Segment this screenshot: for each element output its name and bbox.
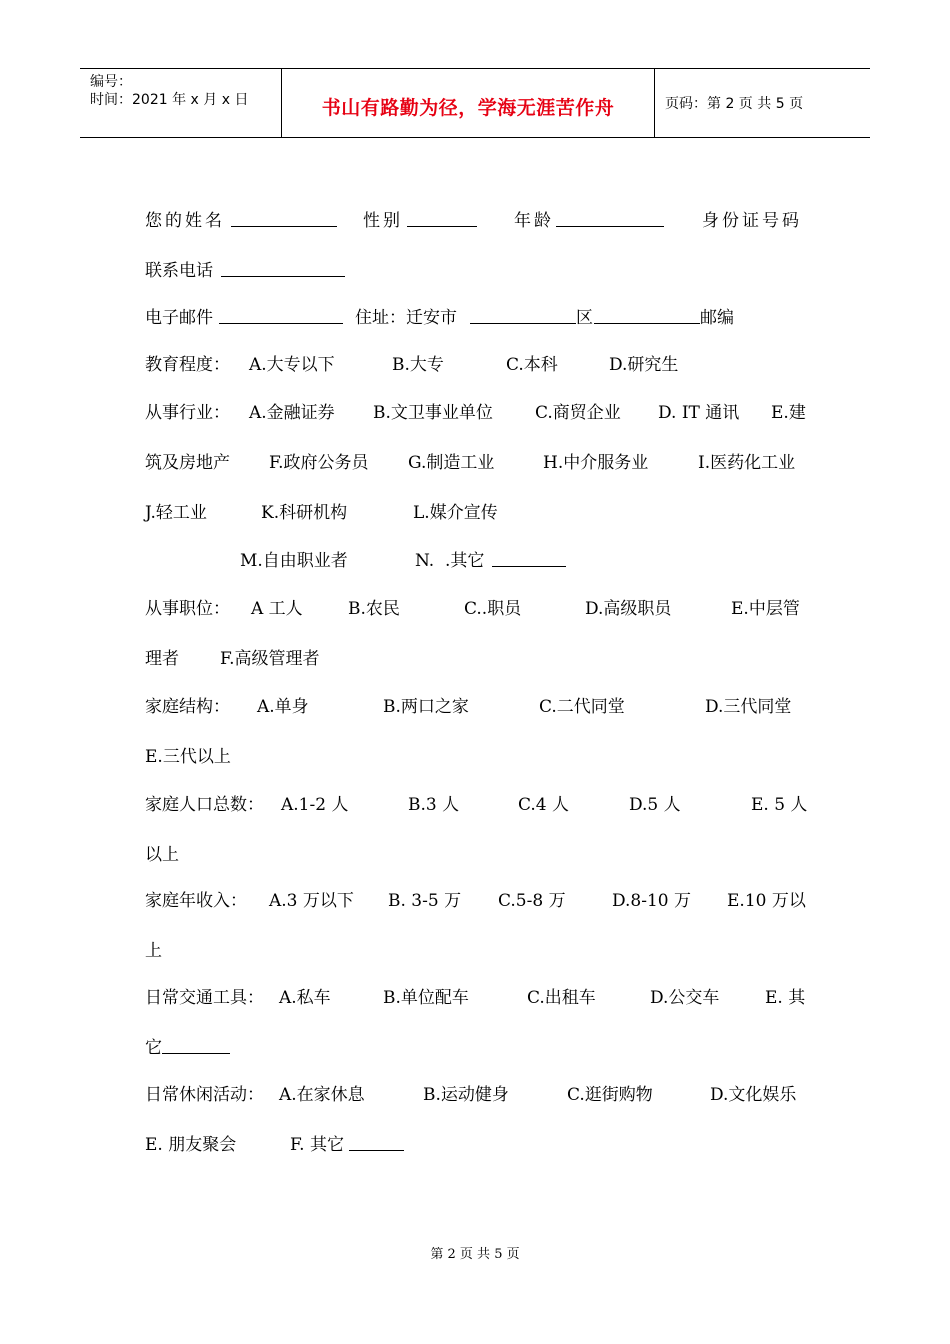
leisure-label: 日常休闲活动：: [145, 1085, 264, 1105]
industry-option[interactable]: L.媒介宣传: [413, 503, 498, 523]
income-option[interactable]: B. 3-5 万: [388, 891, 462, 911]
header-motto: 书山有路勤为径，学海无涯苦作舟: [321, 97, 615, 119]
industry-option-other[interactable]: N. .其它: [415, 551, 485, 571]
position-line-2: [145, 646, 807, 672]
income-option[interactable]: D.8-10 万: [612, 891, 692, 911]
leisure-option[interactable]: E. 朋友聚会: [145, 1135, 237, 1155]
industry-option[interactable]: D. IT 通讯: [658, 403, 740, 423]
income-option[interactable]: E.10 万以: [727, 891, 806, 911]
leisure-option[interactable]: C.逛街购物: [567, 1085, 653, 1105]
id-number-label: 身份证号码: [702, 211, 802, 231]
age-label: 年龄: [514, 211, 554, 231]
name-field[interactable]: [231, 208, 337, 227]
transport-line-1: [145, 985, 807, 1011]
phone-field[interactable]: [221, 258, 345, 277]
transport-option[interactable]: D.公交车: [650, 988, 720, 1008]
address-label: 住址：迁安市: [355, 308, 457, 328]
leisure-option[interactable]: B.运动健身: [423, 1085, 509, 1105]
transport-other-field[interactable]: [162, 1035, 230, 1054]
industry-option-continued[interactable]: 筑及房地产: [145, 453, 230, 473]
leisure-line-1: [145, 1082, 807, 1108]
education-option[interactable]: C.本科: [506, 355, 558, 375]
industry-option[interactable]: J.轻工业: [145, 503, 207, 523]
position-line-1: [145, 596, 807, 622]
family-size-option[interactable]: E. 5 人: [751, 795, 808, 815]
industry-option[interactable]: E.建: [771, 403, 806, 423]
family-size-line-2: [145, 842, 807, 868]
income-option[interactable]: C.5-8 万: [498, 891, 566, 911]
income-line-2: [145, 938, 807, 964]
position-option-continued[interactable]: 理者: [145, 649, 179, 669]
email-label: 电子邮件: [145, 308, 213, 328]
industry-option[interactable]: M.自由职业者: [240, 551, 348, 571]
income-line-1: [145, 888, 807, 914]
position-option[interactable]: E.中层管: [731, 599, 800, 619]
family-size-line-1: [145, 792, 807, 818]
header-motto-cell: [282, 69, 655, 137]
family-size-label: 家庭人口总数：: [145, 795, 264, 815]
position-option[interactable]: B.农民: [348, 599, 400, 619]
family-size-option[interactable]: A.1-2 人: [281, 795, 349, 815]
transport-option[interactable]: B.单位配车: [383, 988, 469, 1008]
industry-option[interactable]: G.制造工业: [408, 453, 495, 473]
position-option[interactable]: C..职员: [464, 599, 522, 619]
industry-other-field[interactable]: [492, 548, 566, 567]
district-label: 区: [576, 308, 593, 328]
district-field[interactable]: [594, 305, 700, 324]
industry-label: 从事行业：: [145, 403, 230, 423]
position-label: 从事职位：: [145, 599, 230, 619]
address-city-field[interactable]: [470, 305, 576, 324]
industry-line-2: [145, 450, 807, 476]
transport-option[interactable]: C.出租车: [527, 988, 596, 1008]
family-structure-option[interactable]: C.二代同堂: [539, 697, 625, 717]
position-option[interactable]: D.高级职员: [585, 599, 672, 619]
income-option[interactable]: A.3 万以下: [269, 891, 354, 911]
education-option[interactable]: A.大专以下: [249, 355, 335, 375]
phone-line: [145, 258, 807, 284]
family-size-option[interactable]: D.5 人: [629, 795, 681, 815]
industry-line-1: [145, 400, 807, 426]
industry-option[interactable]: K.科研机构: [261, 503, 348, 523]
industry-line-3: [145, 500, 807, 526]
industry-option[interactable]: B.文卫事业单位: [373, 403, 493, 423]
income-label: 家庭年收入：: [145, 891, 247, 911]
transport-option[interactable]: E. 其: [765, 988, 806, 1008]
header-page-cell: [655, 69, 870, 137]
email-address-line: [145, 305, 807, 331]
leisure-line-2: [145, 1132, 807, 1158]
email-field[interactable]: [219, 305, 343, 324]
family-structure-option[interactable]: D.三代同堂: [705, 697, 792, 717]
industry-option[interactable]: A.金融证券: [249, 403, 335, 423]
position-option[interactable]: A 工人: [251, 599, 303, 619]
transport-option-continued[interactable]: 它: [145, 1038, 162, 1058]
industry-option[interactable]: C.商贸企业: [535, 403, 621, 423]
header-page-label: 页码：第 2 页 共 5 页: [665, 96, 804, 112]
education-label: 教育程度：: [145, 355, 230, 375]
education-option[interactable]: D.研究生: [609, 355, 679, 375]
income-option-continued[interactable]: 上: [145, 941, 162, 961]
page-header: [80, 68, 870, 138]
family-structure-option[interactable]: E.三代以上: [145, 747, 231, 767]
leisure-option-other[interactable]: F. 其它: [290, 1135, 344, 1155]
industry-option[interactable]: F.政府公务员: [269, 453, 369, 473]
transport-option[interactable]: A.私车: [279, 988, 331, 1008]
gender-field[interactable]: [407, 208, 477, 227]
phone-label: 联系电话: [145, 261, 213, 281]
document-time-label: 时间：2021 年 x 月 x 日: [90, 92, 249, 108]
family-structure-line-2: [145, 744, 807, 770]
industry-option[interactable]: H.中介服务业: [543, 453, 649, 473]
transport-line-2: [145, 1035, 807, 1061]
education-line: [145, 352, 807, 378]
page-footer: 第 2 页 共 5 页: [430, 1247, 520, 1262]
gender-label: 性别: [363, 211, 403, 231]
header-meta-cell: [80, 69, 282, 137]
family-size-option-continued[interactable]: 以上: [145, 845, 179, 865]
leisure-option[interactable]: D.文化娱乐: [710, 1085, 797, 1105]
personal-info-line: [145, 208, 807, 234]
family-structure-option[interactable]: B.两口之家: [383, 697, 469, 717]
education-option[interactable]: B.大专: [392, 355, 444, 375]
leisure-option[interactable]: A.在家休息: [279, 1085, 365, 1105]
position-option[interactable]: F.高级管理者: [220, 649, 320, 669]
family-structure-label: 家庭结构：: [145, 697, 230, 717]
leisure-other-field[interactable]: [349, 1132, 404, 1151]
family-structure-option[interactable]: A.单身: [257, 697, 309, 717]
document-number-label: 编号：: [90, 74, 132, 90]
age-field[interactable]: [556, 208, 664, 227]
industry-line-4: [145, 548, 807, 574]
postcode-label: 邮编: [700, 308, 734, 328]
family-size-option[interactable]: C.4 人: [518, 795, 570, 815]
family-size-option[interactable]: B.3 人: [408, 795, 460, 815]
transport-label: 日常交通工具：: [145, 988, 264, 1008]
name-label: 您的姓名: [145, 211, 225, 231]
family-structure-line-1: [145, 694, 807, 720]
industry-option[interactable]: I.医药化工业: [698, 453, 796, 473]
